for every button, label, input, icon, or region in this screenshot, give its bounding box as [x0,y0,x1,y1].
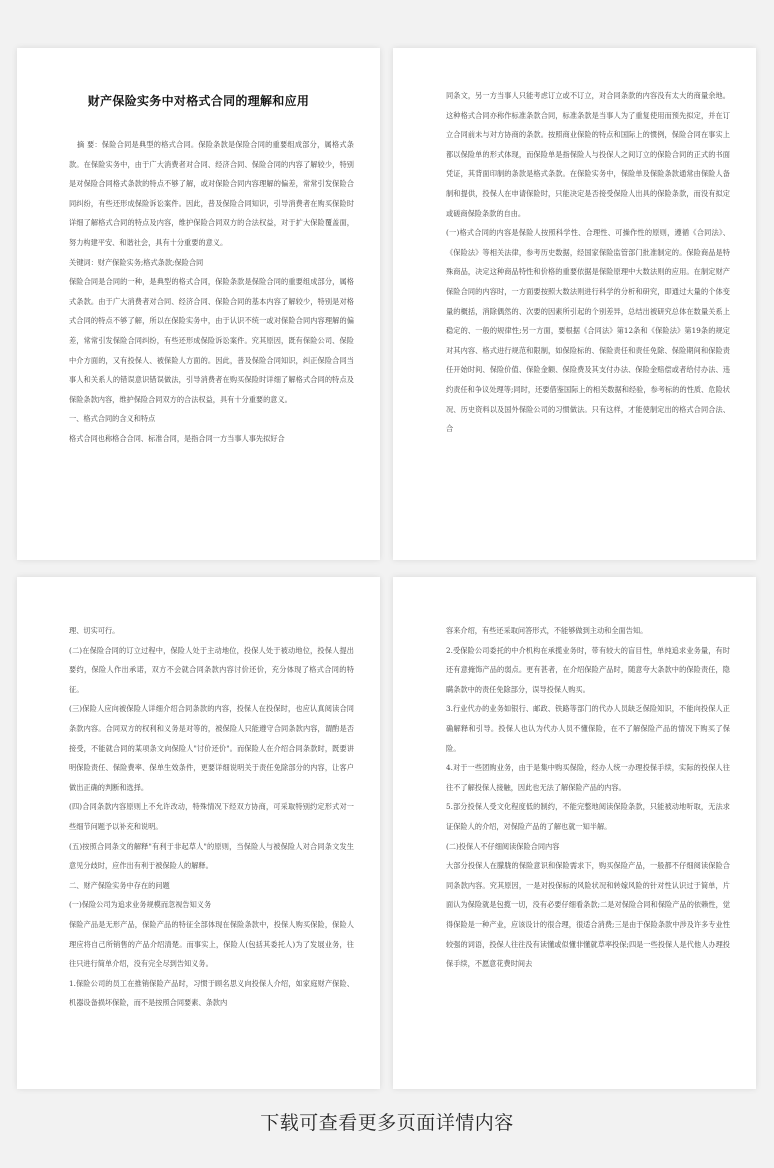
body-paragraph: 格式合同也称格合合同、标准合同，是指合同一方当事人事先拟好合 [69,433,285,443]
body-paragraph: 同条文，另一方当事人只能考虑订立或不订立，对合同条款的内容没有太大的商量余地。这种格式合同亦称作标准条款合同，标准条款是当事人为了重复使用而预先拟定，并在订立合同前未与对方协商的条款。按照商业保险的特点和国际上的惯例，保险合同在事实上都以保险单的形式体现，而保险单是指保险人与投保人之间订立的保险合同的正式的书面凭证，其背面印制的条款是格式条款。在保险实务中，保险单及保险条款通常由保险人备制和提供，投保人在申请保险时，只能决定是否接受保险人出具的保险条款，而没有拟定或磋商保险条款的自由。 [446,91,730,218]
document-page-4 [393,577,756,1089]
body-paragraph: 保险合同是合同的一种，是典型的格式合同，保险条款是保险合同的重要组成部分，属格式条款。由于广大消费者对合同、经济合同、保险合同的基本内容了解较少，特别是对格式合同的特点不够了解，所以在保险实务中，由于认识不统一或对保险合同内容理解的偏差，常常引发保险合同纠纷，有些还形成保险诉讼案件。究其原因，既有保险公司、保险中介方面的，又有投保人、被保险人方面的。因此，普及保险合同知识，纠正保险合同当事人和关系人的错误意识错误做法，引导消费者在购买保险时详细了解格式合同的特点及保险条款内容，维护保险合同双方的合法权益，具有十分重要的意义。 [69,277,354,404]
document-page-3 [17,577,380,1089]
body-paragraph: (二)在保险合同的订立过程中，保险人处于主动地位，投保人处于被动地位，投保人提出要约，保险人作出承诺，双方不会就合同条款内容讨价还价，充分体现了格式合同的特征。 [69,645,354,694]
document-title: 财产保险实务中对格式合同的理解和应用 [87,94,310,108]
body-paragraph: 理、切实可行。 [69,626,120,635]
body-paragraph: (一)格式合同的内容是保险人按照科学性、合理性、可操作性的原则，遵循《合同法》、《保险法》等相关法律，参考历史数据，经国家保险监管部门批准制定的。保险商品是特殊商品，决定这种商品特性和价格的重要依据是保险原理中大数法则的应用。在制定财产保险合同的内容时，一方面要按照大数法则进行科学的分析和研究，即通过大量的个体变量的概括，消除偶然的、次要的因素所引起的个别差异，总结出被研究总体在数量关系上稳定的、一般的规律性;另一方面，要根据《合同法》第12条和《保险法》第19条的规定对其内容、格式进行规范和限制，如保险标的、保险责任和责任免除、保险期间和保险责任开始时间、保险价值、保险金额、保险费及其支付办法、保险金赔偿或者给付办法、违约责任和争议处理等;同时，还要借鉴国际上的相关数据和经验，参考标的的性质、危险状况、历史资料以及国外保险公司的习惯做法。只有这样，才能使制定出的格式合同合法、合 [446,228,730,434]
subsection-heading: (一)保险公司为追求业务规模而忽视告知义务 [69,900,212,910]
download-more-link[interactable]: 下载可查看更多页面详情内容 [260,1112,514,1134]
body-paragraph: 4.对于一些团购业务，由于是集中购买保险，经办人统一办理投保手续，实际的投保人往往不了解投保人接触，因此也无法了解保险产品的内容。 [446,763,730,792]
body-paragraph: (四)合同条款内容原则上不允许改动，特殊情况下经双方协商，可采取特别约定形式对一些细节问题予以补充和说明。 [69,802,354,831]
body-paragraph: 1.保险公司的员工在推销保险产品时，习惯于顾名思义向投保人介绍，如家庭财产保险、机器设备损坏保险，而不是按照合同要素、条款内 [69,978,354,1008]
abstract-paragraph: 摘 要：保险合同是典型的格式合同。保险条款是保险合同的重要组成部分，属格式条款。在保险实务中，由于广大消费者对合同、经济合同、保险合同的内容了解较少，特别是对保险合同格式条款的特点不够了解，或对保险合同内容理解的偏差，常常引发保险合同纠纷，有些还形成保险诉讼案件。因此，普及保险合同知识，引导消费者在购买保险时详细了解格式合同的特点及内容，维护保险合同双方的合法权益，对于扩大保险覆盖面，努力构建平安、和谐社会，具有十分重要的意义。 [69,140,354,247]
body-paragraph: 5.部分投保人受文化程度低的制约，不能完整地阅读保险条款，只能被动地听取，无法求证保险人的介绍，对保险产品的了解也就一知半解。 [446,802,730,831]
body-paragraph: 大部分投保人在朦胧的保险意识和保险需求下，购买保险产品，一般都不仔细阅读保险合同条款内容。究其原因，一是对投保标的风险状况和转嫁风险的针对性认识过于简单，片面认为保险就是包揽一切，没有必要仔细看条款;二是对保险合同和保险产品的依赖性，觉得保险是一种产业，应该设计的很合理，很适合消费;三是由于保险条款中涉及许多专业性较强的词语，投保人往往没有读懂或似懂非懂就草率投保;四是一些投保人是代他人办理投保手续，不愿意花费时间去 [446,861,730,969]
document-page-1 [17,48,380,560]
body-paragraph: 2.受保险公司委托的中介机构在承揽业务时，带有较大的盲目性，单纯追求业务量，有时还有意掩饰产品的弱点。更有甚者，在介绍保险产品时，随意夸大条款中的保险责任，隐瞒条款中的责任免除部分，误导投保人购买。 [446,645,730,694]
section-heading: 二、财产保险实务中存在的问题 [69,880,170,890]
body-paragraph: 3.行业代办的业务如银行、邮政、铁路等部门的代办人员缺乏保险知识，不能向投保人正确解释和引导。投保人也认为代办人员不懂保险，在不了解保险产品的情况下购买了保险。 [446,704,730,753]
keywords-line: 关键词：财产保险实务;格式条款;保险合同 [69,257,204,267]
body-paragraph: (三)保险人应向被保险人详细介绍合同条款的内容，投保人在投保时，也应认真阅读合同条款内容。合同双方的权利和义务是对等的，被保险人只能遵守合同条款内容，谓酌是否接受，不能就合同的某项条文向保险人"讨价还价"。而保险人在介绍合同条款时，既要讲明保险责任、保险费率、保单生效条件，更要详细说明关于责任免除部分的内容，让客户做出正确的判断和选择。 [69,704,354,792]
body-paragraph: 容来介绍，有些还采取问答形式，不能够做到主动和全面告知。 [446,626,648,635]
document-page-2 [393,48,756,560]
body-paragraph: (五)按照合同条文的解释"有利于非起草人"的原则，当保险人与被保险人对合同条文发生意见分歧时，应作出有利于被保险人的解释。 [69,841,354,871]
section-heading: 一、格式合同的含义和特点 [69,414,156,424]
body-paragraph: 保险产品是无形产品，保险产品的特征全部体现在保险条款中，投保人购买保险，保险人理应将自己所销售的产品介绍清楚。而事实上，保险人(包括其委托人)为了发展业务，往往只进行简单介绍，没有完全尽到告知义务。 [69,919,354,969]
subsection-heading: (二)投保人不仔细阅读保险合同内容 [446,841,560,851]
